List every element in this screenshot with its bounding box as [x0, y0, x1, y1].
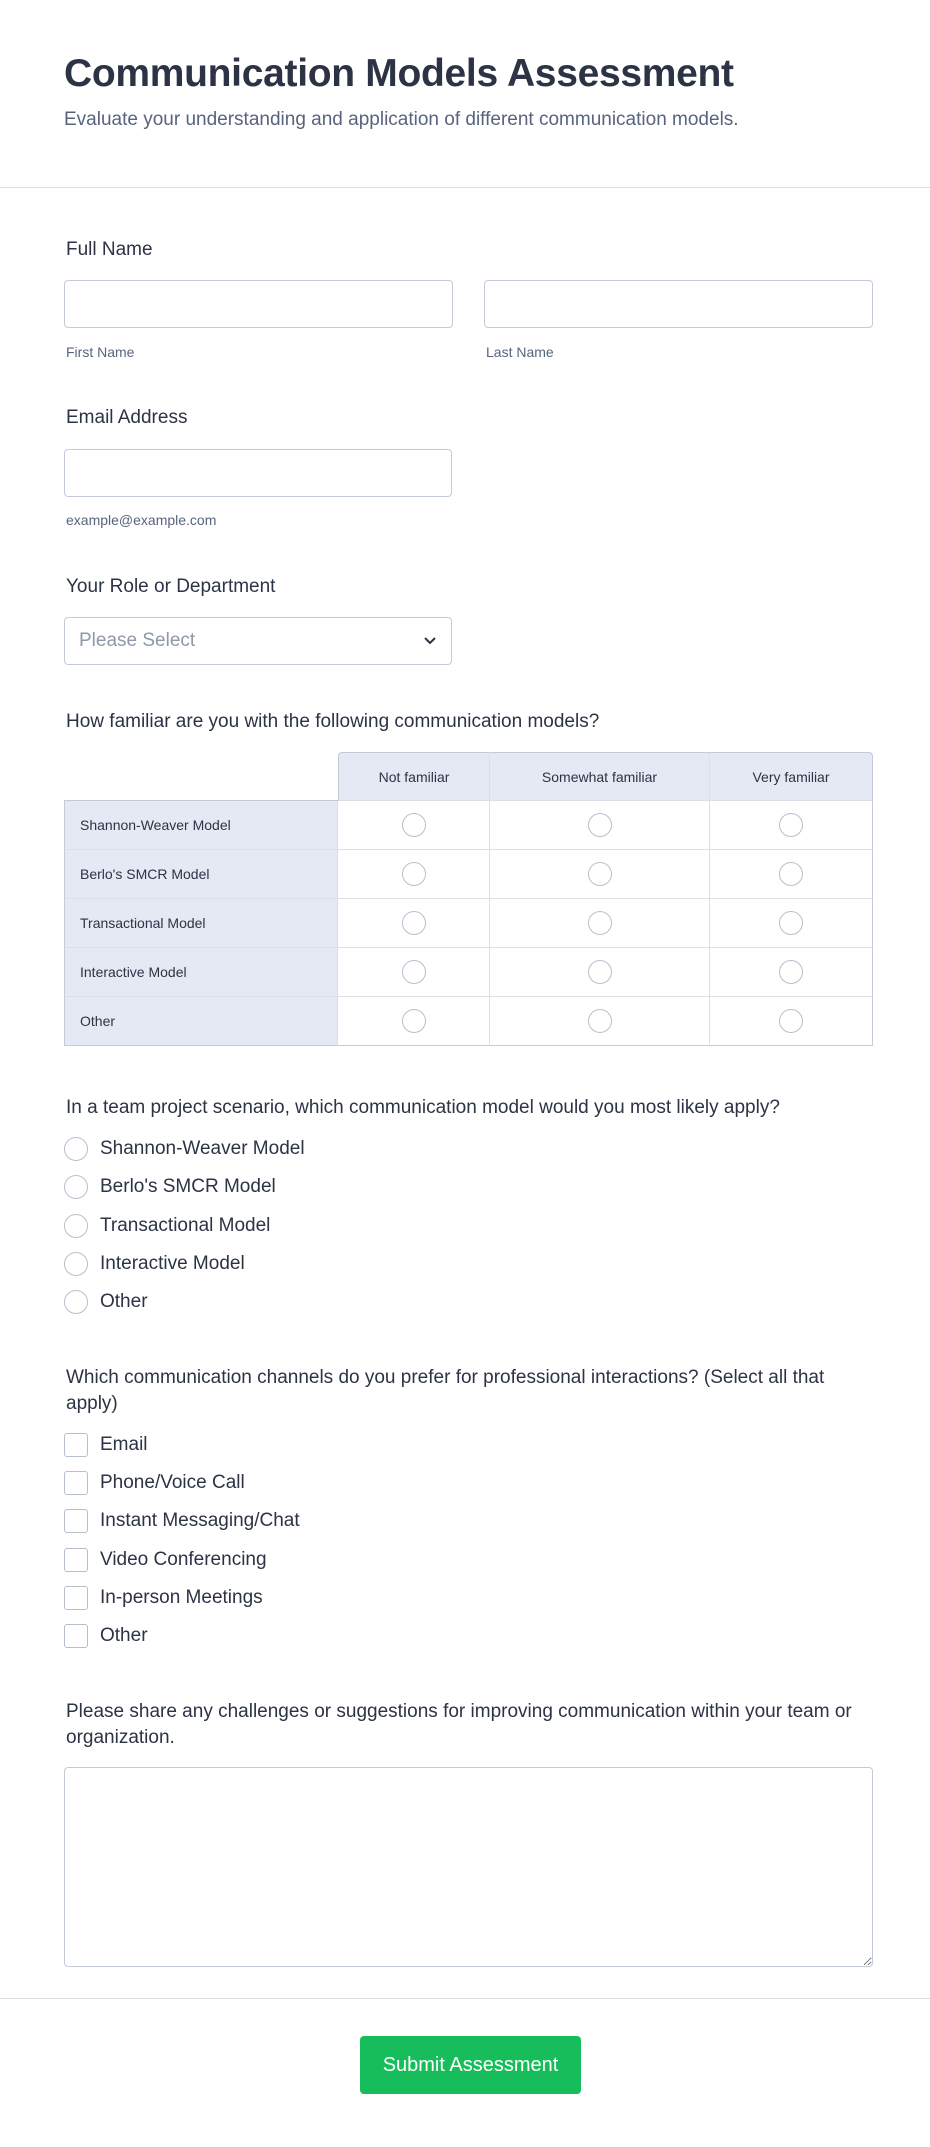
matrix-question: How familiar are you with the following communication models?	[66, 711, 600, 732]
channel-option[interactable]	[64, 1586, 263, 1610]
submit-button[interactable]: Submit Assessment	[360, 2036, 581, 2094]
page-subtitle: Evaluate your understanding and application of different communication models.	[64, 109, 739, 130]
checkbox[interactable]	[64, 1586, 88, 1610]
feedback-question: Please share any challenges or suggestions for improving communication within your team or organization.	[66, 1701, 852, 1748]
radio-button[interactable]	[64, 1214, 88, 1238]
checkbox[interactable]	[64, 1548, 88, 1572]
option-label: Other	[100, 1625, 148, 1646]
matrix-radio[interactable]	[779, 911, 803, 935]
header-divider	[0, 187, 930, 188]
channels-question: Which communication channels do you prefer for professional interactions? (Select all that apply)	[66, 1367, 825, 1414]
channel-option[interactable]	[64, 1433, 148, 1457]
role-select-placeholder: Please Select	[79, 630, 196, 651]
channel-option[interactable]	[64, 1471, 245, 1495]
matrix-row	[64, 801, 873, 850]
radio-button[interactable]	[64, 1175, 88, 1199]
matrix-row	[64, 899, 873, 948]
last-name-input[interactable]	[484, 280, 873, 328]
radio-button[interactable]	[64, 1290, 88, 1314]
scenario-option[interactable]	[64, 1214, 270, 1238]
matrix-radio[interactable]	[779, 813, 803, 837]
checkbox[interactable]	[64, 1509, 88, 1533]
matrix-radio[interactable]	[402, 1009, 426, 1033]
option-label: Interactive Model	[100, 1253, 245, 1274]
matrix-radio[interactable]	[402, 862, 426, 886]
footer-divider	[0, 1998, 930, 1999]
feedback-textarea[interactable]	[64, 1767, 873, 1967]
matrix-column-header: Very familiar	[710, 752, 873, 801]
channel-option[interactable]	[64, 1624, 148, 1648]
matrix-radio[interactable]	[779, 1009, 803, 1033]
matrix-row-label: Berlo's SMCR Model	[64, 850, 338, 899]
radio-button[interactable]	[64, 1137, 88, 1161]
matrix-radio[interactable]	[402, 813, 426, 837]
chevron-down-icon	[423, 636, 437, 646]
checkbox[interactable]	[64, 1433, 88, 1457]
matrix-row	[64, 997, 873, 1046]
first-name-input[interactable]	[64, 280, 453, 328]
checkbox[interactable]	[64, 1624, 88, 1648]
matrix-radio[interactable]	[588, 960, 612, 984]
matrix-radio[interactable]	[588, 862, 612, 886]
full-name-label: Full Name	[66, 239, 153, 260]
matrix-column-header: Not familiar	[338, 752, 490, 801]
matrix-row	[64, 850, 873, 899]
matrix-radio[interactable]	[588, 813, 612, 837]
role-select[interactable]	[64, 617, 452, 665]
option-label: Other	[100, 1291, 148, 1312]
matrix-corner	[64, 752, 338, 801]
matrix-row-label: Shannon-Weaver Model	[64, 801, 338, 850]
matrix-radio[interactable]	[402, 960, 426, 984]
channel-option[interactable]	[64, 1548, 267, 1572]
page-title: Communication Models Assessment	[64, 52, 734, 95]
matrix-row-label: Other	[64, 997, 338, 1046]
familiarity-matrix	[64, 752, 873, 1046]
matrix-row	[64, 948, 873, 997]
option-label: Email	[100, 1434, 148, 1455]
option-label: In-person Meetings	[100, 1587, 263, 1608]
last-name-sublabel: Last Name	[486, 344, 554, 360]
matrix-radio[interactable]	[588, 911, 612, 935]
role-label: Your Role or Department	[66, 576, 276, 597]
matrix-row-label: Interactive Model	[64, 948, 338, 997]
email-label: Email Address	[66, 407, 188, 428]
option-label: Video Conferencing	[100, 1549, 267, 1570]
channel-option[interactable]	[64, 1509, 300, 1533]
matrix-radio[interactable]	[779, 960, 803, 984]
scenario-option[interactable]	[64, 1290, 148, 1314]
radio-button[interactable]	[64, 1252, 88, 1276]
option-label: Berlo's SMCR Model	[100, 1176, 276, 1197]
scenario-option[interactable]	[64, 1137, 305, 1161]
email-input[interactable]	[64, 449, 452, 497]
matrix-radio[interactable]	[588, 1009, 612, 1033]
scenario-option[interactable]	[64, 1252, 245, 1276]
matrix-radio[interactable]	[779, 862, 803, 886]
option-label: Transactional Model	[100, 1215, 271, 1236]
option-label: Instant Messaging/Chat	[100, 1510, 300, 1531]
option-label: Phone/Voice Call	[100, 1472, 245, 1493]
email-sublabel: example@example.com	[66, 512, 217, 528]
matrix-column-header: Somewhat familiar	[490, 752, 710, 801]
scenario-option[interactable]	[64, 1175, 276, 1199]
checkbox[interactable]	[64, 1471, 88, 1495]
matrix-row-label: Transactional Model	[64, 899, 338, 948]
scenario-question: In a team project scenario, which communication model would you most likely apply?	[66, 1097, 780, 1118]
first-name-sublabel: First Name	[66, 344, 135, 360]
matrix-radio[interactable]	[402, 911, 426, 935]
option-label: Shannon-Weaver Model	[100, 1138, 305, 1159]
